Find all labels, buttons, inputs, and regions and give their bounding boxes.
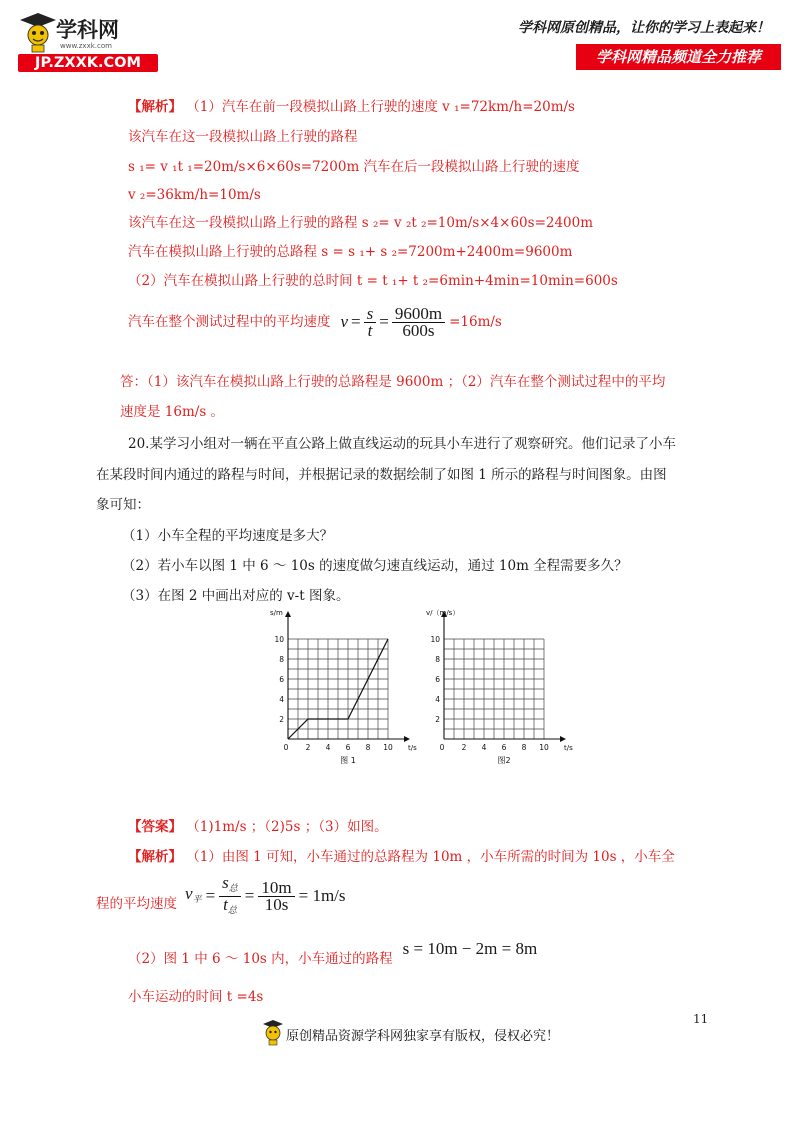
header-banner: 学科网精品频道全力推荐 [576,44,781,70]
figure-1-x-tick-label: 6 [345,743,351,752]
question-20-sub-3: （3）在图 2 中画出对应的 v-t 图象。 [122,588,350,604]
formula-eq-2: = [379,312,389,331]
solution-1-line-6: 汽车在模拟山路上行驶的总路程 s = s ₁+ s ₂=7200m+2400m=9600m [128,244,573,260]
formula2-frac-st [219,872,241,918]
figure-2-x-tick-label: 4 [481,743,487,752]
figure-2-caption: 图2 [497,756,511,765]
figure-1-y-tick-label: 6 [279,675,284,684]
figure-2-x-label: t/s [564,744,573,752]
solution-2-avg-speed-label: 程的平均速度 [96,896,177,912]
figure-1-y-label: s/m [270,609,283,617]
logo-mascot-icon [18,10,58,54]
logo-name: 学科网 [56,18,119,42]
figure-1-x-arrow [404,736,410,742]
formula-frac-values [392,303,445,340]
figure-2-y-tick-label: 8 [435,655,440,664]
solution-2-tag: 【解析】 [128,849,182,865]
formula2-t-sub: 总 [227,904,237,915]
solution-1-line-1 [128,98,575,116]
figure-1-y-tick-label: 8 [279,655,284,664]
formula2-den: 10s [264,894,289,914]
solution-1-answer-line-2: 速度是 16m/s 。 [120,404,225,420]
solution-1-line-7: （2）汽车在模拟山路上行驶的总时间 t = t ₁+ t ₂=6min+4min=10min=600s [128,273,618,289]
formula2-s-letter: s [222,872,229,892]
page-number: 11 [693,1012,709,1026]
solution-1-line-2: 该汽车在这一段模拟山路上行驶的路程 [128,129,358,145]
solution-1-avg-speed-label: 汽车在整个测试过程中的平均速度 [128,314,331,330]
figure-1-y-tick-label: 4 [279,695,284,704]
solution-2-line-2 [96,868,346,924]
solution-1-answer-line-1: 答：（1）该汽车在模拟山路上行驶的总路程是 9600m ；（2）汽车在整个测试过程中的平均 [120,374,666,390]
figure-1-x-tick-label: 4 [325,743,331,752]
header-slogan: 学科网原创精品，让你的学习上表起来！ [518,20,770,36]
figure-2-x-tick-label: 6 [501,743,507,752]
figure-1-x-label: t/s [408,744,417,752]
figure-2-x-tick-label: 2 [461,743,467,752]
formula2-eq-2: = [244,886,255,905]
solution-1-tag: 【解析】 [128,99,182,115]
figure-1-x-tick-label: 2 [305,743,311,752]
formula-frac-st [364,303,377,340]
question-20-sub-1: （1）小车全程的平均速度是多大？ [122,528,334,544]
figure-1-caption: 图 1 [340,756,356,765]
figure-2-y-tick-label: 2 [435,715,440,724]
formula2-result: = 1m/s [298,886,346,905]
distance-formula: s = 10m − 2m = 8m [402,939,538,958]
solution-1-line-5: 该汽车在这一段模拟山路上行驶的路程 s ₂= v ₂t ₂=10m/s×4×60s=2400m [128,215,594,231]
formula2-s-total [219,872,241,897]
logo-small-url: www.zxxk.com [60,42,112,50]
figure-1-y-tick-label: 2 [279,715,284,724]
footer-mascot-icon [262,1018,284,1046]
figure-1-x-tick-label: 10 [383,743,393,752]
formula-s: s [364,306,377,323]
question-20-line-3: 象可知： [96,497,150,513]
logo[interactable] [18,10,160,74]
answer-line [128,818,388,836]
figure-1-x-tick-label: 0 [283,743,289,752]
figure-2-x-arrow [560,736,566,742]
figure-2-x-tick-label: 0 [439,743,445,752]
solution-2-text-3: （2）图 1 中 6 ～ 10s 内，小车通过的路程 [128,951,393,967]
formula2-s-sub: 总 [228,882,238,893]
solution-1-line-3: s ₁= v ₁t ₁=20m/s×6×60s=7200m 汽车在后一段模拟山路上行驶的速度 [128,159,580,175]
figure-2-chart [418,605,573,765]
figure-2-y-label: v/（m/s） [426,609,460,617]
solution-2-line-4: 小车运动的时间 t =4s [128,989,264,1005]
figure-1-y-arrow [285,611,291,617]
avg-speed-formula-2 [185,872,346,918]
formula2-num: 10m [258,880,294,897]
solution-1-line-8 [128,300,502,344]
formula-num: 9600m [392,306,445,323]
formula-t: t [367,320,373,340]
formula2-t-total [220,894,240,918]
avg-speed-formula [340,303,446,340]
formula2-frac-values [258,877,294,914]
question-20-sub-2: （2）若小车以图 1 中 6 ～ 10s 的速度做匀速直线运动，通过 10m 全程需要多久？ [122,558,628,574]
figure-2-y-tick-label: 10 [430,635,440,644]
figure-2-x-tick-label: 10 [539,743,549,752]
solution-2-text-1: （1）由图 1 可知，小车通过的总路程为 10m ，小车所需的时间为 10s ，小车全 [186,849,675,865]
formula-v: v [340,312,349,331]
figure-1-y-tick-label: 10 [274,635,284,644]
solution-1-line-4: v ₂=36km/h=10m/s [128,187,261,203]
formula-den: 600s [402,320,435,340]
solution-2-line-3 [128,938,537,968]
formula2-v [185,885,202,908]
answer-text: （1)1m/s ；（2)5s ；（3）如图。 [186,819,388,835]
figure-1-x-tick-label: 8 [365,743,371,752]
figure-2-y-tick-label: 4 [435,695,440,704]
formula2-v-sub: 平 [192,893,202,904]
formula2-t-letter: t [223,894,228,914]
figure-2-x-tick-label: 8 [521,743,527,752]
solution-1-text-1: （1）汽车在前一段模拟山路上行驶的速度 v ₁=72km/h=20m/s [186,99,575,115]
figure-2-y-tick-label: 6 [435,675,440,684]
answer-tag: 【答案】 [128,819,182,835]
formula2-v-letter: v [185,883,193,903]
solution-2-line-1 [128,848,675,866]
question-20-line-2: 在某段时间内通过的路程与时间，并根据记录的数据绘制了如图 1 所示的路程与时间图象。由图 [96,467,667,483]
question-20-line-1: 20.某学习小组对一辆在平直公路上做直线运动的玩具小车进行了观察研究。他们记录了小车 [128,436,676,452]
solution-1-avg-speed-result: =16m/s [449,314,502,330]
footer-text: 原创精品资源学科网独家享有版权，侵权必究！ [286,1029,560,1044]
formula-eq-1: = [351,312,361,331]
logo-url-badge: JP.ZXXK.COM [18,54,158,72]
figure-1-chart [262,605,417,765]
formula2-eq-1: = [205,886,216,905]
